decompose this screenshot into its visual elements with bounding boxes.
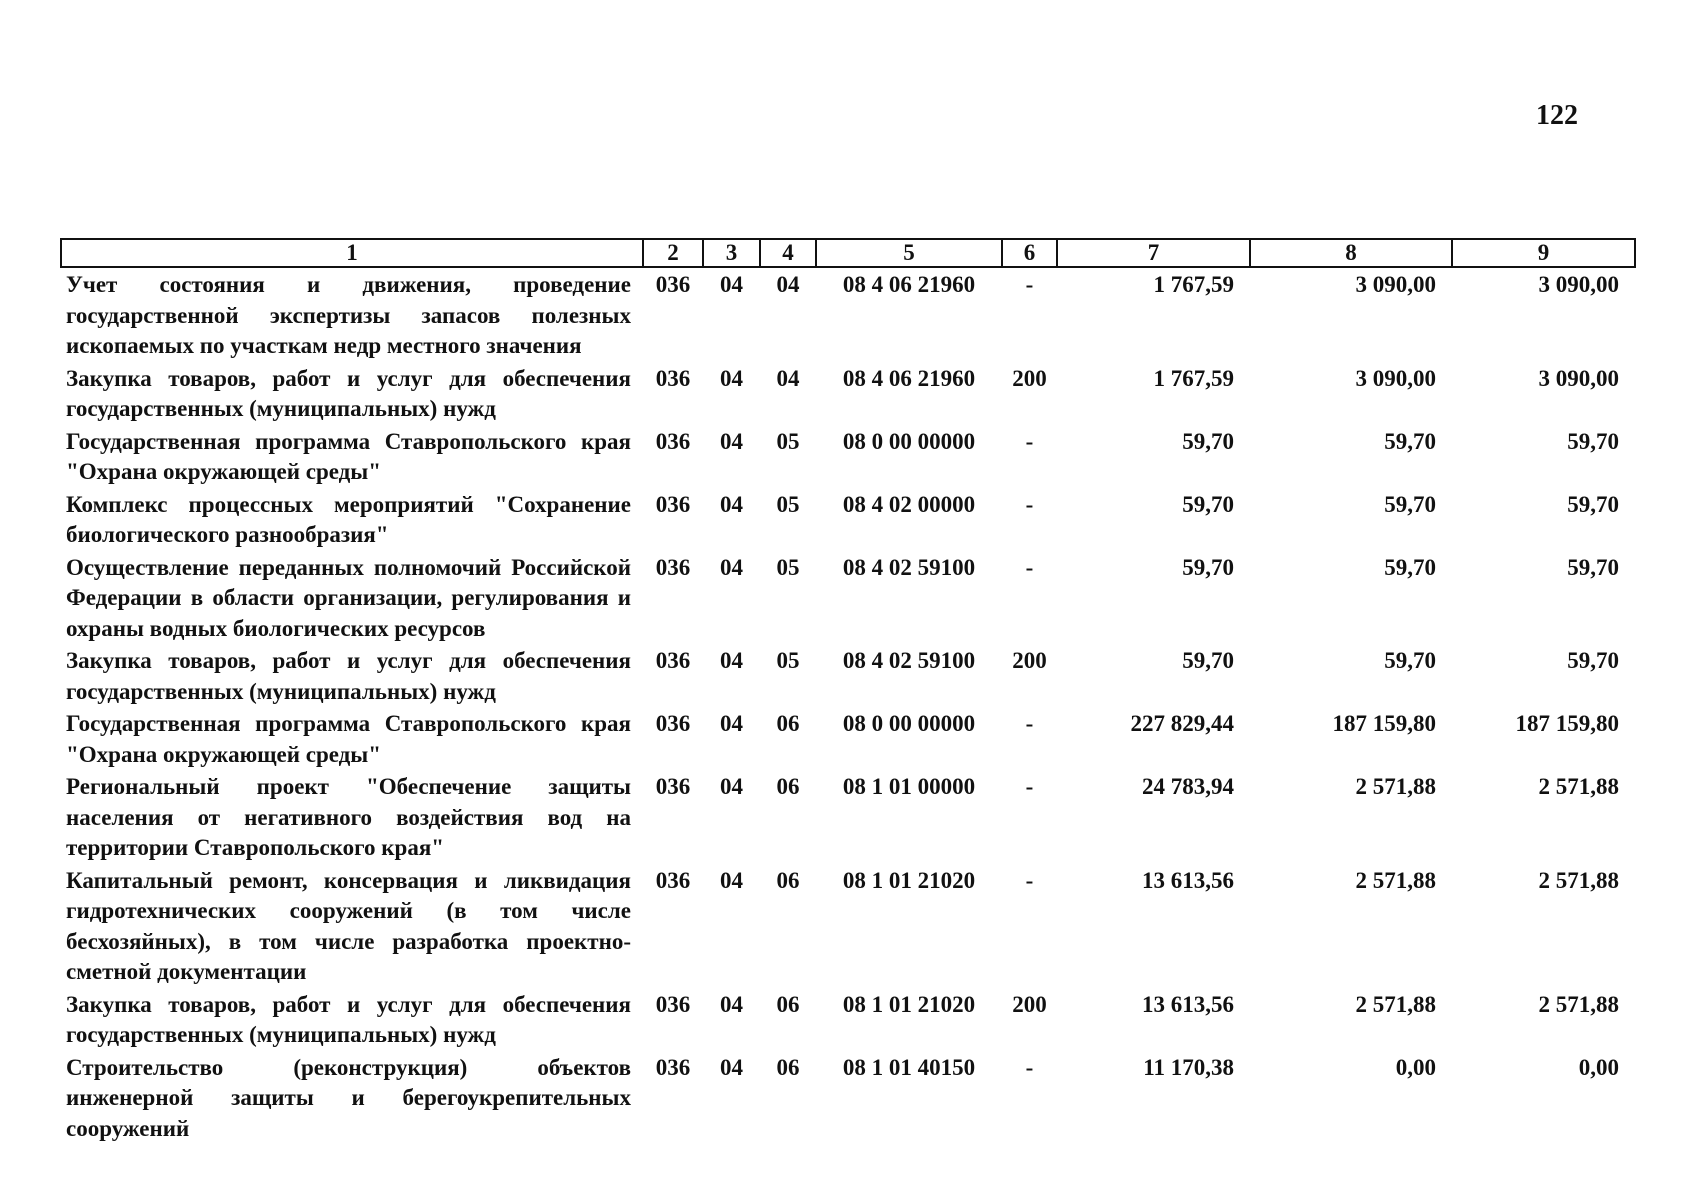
row-expense-type-code: -: [1025, 711, 1034, 736]
row-amount-col8: 59,70: [1384, 554, 1436, 580]
row-target-item-code: 08 4 06 21960: [842, 272, 976, 297]
row-target-item-code: 08 1 01 21020: [842, 867, 976, 893]
row-ministry-code: 036: [655, 491, 691, 517]
row-description: Закупка товаров, работ и услуг для обеспечения государственных (муниципальных) нужд: [66, 991, 631, 1047]
row-description: Капитальный ремонт, консервация и ликвидация гидротехнических сооружений (в том числе бесхозяйных), в том числе разработка проектно-сметной документации: [66, 867, 631, 984]
row-ministry-code: 036: [655, 428, 691, 454]
row-ministry-code: 036: [655, 867, 691, 893]
row-expense-type-code: -: [1025, 428, 1034, 454]
column-header-2: 2: [643, 239, 703, 267]
row-section-code: 04: [720, 1054, 743, 1080]
header-row: [61, 239, 1635, 267]
row-subsection-code: 06: [776, 774, 800, 799]
row-expense-type-code: -: [1025, 867, 1034, 893]
row-ministry-code: 036: [655, 774, 691, 799]
row-ministry-code: 036: [655, 554, 691, 580]
table-row: [61, 864, 1635, 988]
table-body: [61, 267, 1635, 1144]
row-subsection-code: 04: [776, 365, 800, 391]
row-section-code: 04: [720, 711, 743, 736]
row-expense-type-code: -: [1025, 272, 1034, 297]
row-amount-col9: 2 571,88: [1538, 774, 1619, 799]
row-amount-col8: 2 571,88: [1355, 991, 1436, 1017]
row-ministry-code: 036: [655, 272, 691, 297]
row-subsection-code: 06: [776, 711, 800, 736]
row-amount-col7: 59,70: [1182, 554, 1234, 580]
table-row: [61, 644, 1635, 707]
column-header-1: 1: [61, 239, 643, 267]
table-header: [61, 239, 1635, 267]
row-section-code: 04: [720, 867, 743, 893]
row-subsection-code: 06: [776, 867, 800, 893]
row-amount-col9: 2 571,88: [1538, 867, 1619, 893]
row-subsection-code: 05: [776, 648, 800, 673]
row-expense-type-code: -: [1025, 1054, 1034, 1080]
row-description: Государственная программа Ставропольского края "Охрана окружающей среды": [66, 711, 631, 767]
row-amount-col9: 187 159,80: [1515, 711, 1619, 736]
page-number: 122: [1536, 100, 1578, 131]
row-description: Комплекс процессных мероприятий "Сохранение биологического разнообразия": [66, 491, 631, 547]
row-target-item-code: 08 4 02 00000: [842, 491, 976, 517]
row-target-item-code: 08 0 00 00000: [842, 711, 976, 736]
row-ministry-code: 036: [655, 648, 691, 673]
row-subsection-code: 05: [776, 428, 800, 454]
row-expense-type-code: 200: [1012, 365, 1047, 391]
column-header-6: 6: [1002, 239, 1057, 267]
table-row: [61, 707, 1635, 770]
row-amount-col9: 3 090,00: [1538, 365, 1619, 391]
row-section-code: 04: [720, 991, 743, 1017]
row-amount-col7: 1 767,59: [1153, 365, 1234, 391]
column-header-7: 7: [1057, 239, 1250, 267]
row-expense-type-code: -: [1025, 554, 1034, 580]
row-ministry-code: 036: [655, 711, 691, 736]
table-row: [61, 770, 1635, 864]
row-ministry-code: 036: [655, 991, 691, 1017]
row-amount-col7: 13 613,56: [1142, 991, 1234, 1017]
row-subsection-code: 05: [776, 491, 800, 517]
row-amount-col7: 11 170,38: [1143, 1054, 1234, 1080]
row-amount-col9: 59,70: [1567, 428, 1619, 454]
row-expense-type-code: -: [1025, 774, 1034, 799]
row-amount-col8: 2 571,88: [1355, 867, 1436, 893]
row-ministry-code: 036: [655, 1054, 691, 1080]
row-amount-col7: 227 829,44: [1130, 711, 1234, 736]
row-amount-col7: 24 783,94: [1142, 774, 1234, 799]
row-amount-col8: 3 090,00: [1355, 365, 1436, 391]
row-amount-col8: 59,70: [1384, 648, 1436, 673]
row-description: Закупка товаров, работ и услуг для обеспечения государственных (муниципальных) нужд: [66, 365, 631, 421]
row-description: Строительство (реконструкция) объектов инженерной защиты и берегоукрепительных сооружений: [66, 1054, 631, 1141]
row-amount-col8: 2 571,88: [1355, 774, 1436, 799]
column-header-4: 4: [760, 239, 816, 267]
row-description: Региональный проект "Обеспечение защиты населения от негативного воздействия вод на территории Ставропольского края": [66, 774, 631, 860]
row-target-item-code: 08 1 01 40150: [842, 1054, 976, 1080]
column-header-3: 3: [703, 239, 760, 267]
table-row: [61, 267, 1635, 362]
row-expense-type-code: 200: [1012, 991, 1047, 1017]
table-row: [61, 988, 1635, 1051]
row-description: Закупка товаров, работ и услуг для обеспечения государственных (муниципальных) нужд: [66, 648, 631, 704]
row-target-item-code: 08 4 02 59100: [842, 648, 976, 673]
row-amount-col7: 59,70: [1182, 428, 1234, 454]
row-amount-col7: 1 767,59: [1153, 272, 1234, 297]
table-row: [61, 488, 1635, 551]
budget-table: [60, 238, 1636, 1144]
row-section-code: 04: [720, 272, 743, 297]
row-ministry-code: 036: [655, 365, 691, 391]
row-amount-col9: 59,70: [1567, 648, 1619, 673]
row-amount-col9: 3 090,00: [1538, 272, 1619, 297]
row-amount-col8: 0,00: [1395, 1054, 1436, 1080]
row-expense-type-code: 200: [1012, 648, 1047, 673]
row-amount-col8: 3 090,00: [1355, 272, 1436, 297]
row-target-item-code: 08 4 02 59100: [842, 554, 976, 580]
row-subsection-code: 06: [776, 991, 800, 1017]
row-amount-col9: 0,00: [1578, 1054, 1619, 1080]
table-row: [61, 1051, 1635, 1145]
column-header-9: 9: [1452, 239, 1635, 267]
table-row: [61, 362, 1635, 425]
row-description: Учет состояния и движения, проведение государственной экспертизы запасов полезных ископаемых по участкам недр местного значения: [66, 272, 631, 358]
row-section-code: 04: [720, 648, 743, 673]
row-amount-col8: 59,70: [1384, 491, 1436, 517]
row-amount-col8: 59,70: [1384, 428, 1436, 454]
row-description: Осуществление переданных полномочий Российской Федерации в области организации, регулирования и охраны водных биологических ресурсов: [66, 554, 631, 641]
row-section-code: 04: [720, 554, 743, 580]
row-target-item-code: 08 4 06 21960: [842, 365, 976, 391]
column-header-8: 8: [1250, 239, 1452, 267]
row-amount-col7: 59,70: [1182, 491, 1234, 517]
row-subsection-code: 04: [776, 272, 800, 297]
row-section-code: 04: [720, 774, 743, 799]
row-amount-col7: 13 613,56: [1142, 867, 1234, 893]
row-target-item-code: 08 0 00 00000: [842, 428, 976, 454]
table-row: [61, 425, 1635, 488]
row-amount-col9: 59,70: [1567, 491, 1619, 517]
row-amount-col9: 59,70: [1567, 554, 1619, 580]
table-row: [61, 551, 1635, 645]
column-header-5: 5: [816, 239, 1002, 267]
row-section-code: 04: [720, 428, 743, 454]
row-subsection-code: 06: [776, 1054, 800, 1080]
row-section-code: 04: [720, 365, 743, 391]
row-subsection-code: 05: [776, 554, 800, 580]
row-amount-col9: 2 571,88: [1538, 991, 1619, 1017]
row-target-item-code: 08 1 01 00000: [842, 774, 976, 799]
row-target-item-code: 08 1 01 21020: [842, 991, 976, 1017]
row-section-code: 04: [720, 491, 743, 517]
row-amount-col8: 187 159,80: [1332, 711, 1436, 736]
row-expense-type-code: -: [1025, 491, 1034, 517]
row-amount-col7: 59,70: [1182, 648, 1234, 673]
row-description: Государственная программа Ставропольского края "Охрана окружающей среды": [66, 428, 631, 484]
